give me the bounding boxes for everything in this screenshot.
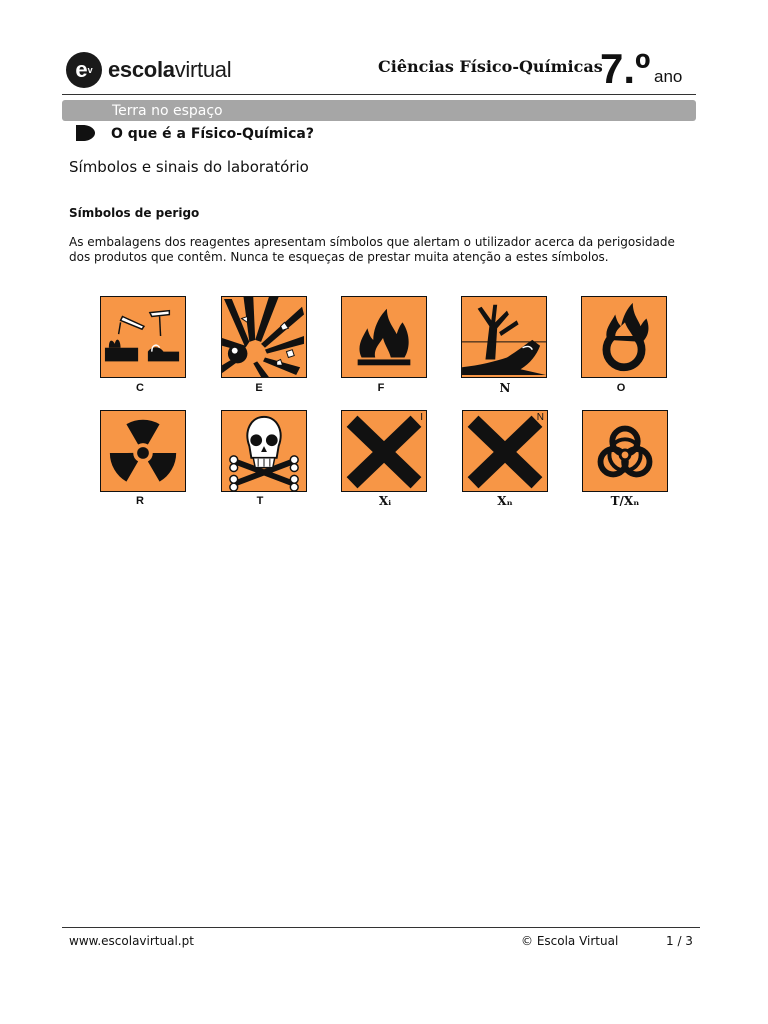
explosive-icon xyxy=(221,296,307,378)
section-title: O que é a Físico-Química? xyxy=(111,126,314,142)
harmful-x-icon xyxy=(462,410,548,492)
page-number: 1 / 3 xyxy=(666,934,693,948)
footer-copyright: © Escola Virtual xyxy=(521,934,619,948)
footer-divider xyxy=(62,927,700,928)
corrosive-icon xyxy=(100,296,186,378)
oxidizing-icon xyxy=(581,296,667,378)
symbols-heading: Símbolos de perigo xyxy=(69,206,200,220)
symbol-label: Xₙ xyxy=(497,494,513,508)
corner-letter: I xyxy=(420,412,423,423)
subsection-title: Símbolos e sinais do laboratório xyxy=(69,158,309,176)
symbol-label: Xᵢ xyxy=(378,494,392,508)
grade-suffix: ano xyxy=(654,67,683,86)
logo-text xyxy=(108,55,231,85)
header-divider xyxy=(62,94,696,95)
logo-text-regular: virtual xyxy=(174,57,232,82)
symbol-label: C xyxy=(136,382,144,394)
corner-letter: N xyxy=(536,412,544,423)
symbol-label: F xyxy=(377,382,385,394)
symbol-label: T xyxy=(256,495,264,507)
grade-number: 7.º xyxy=(600,45,651,92)
toxic-skull-icon xyxy=(221,410,307,492)
intro-paragraph: As embalagens dos reagentes apresentam símbolos que alertam o utilizador acerca da perigosidade dos produtos que contêm. Nunca te esqueças de prestar muita atenção a estes símbolos. xyxy=(69,235,675,264)
logo-text-bold: escola xyxy=(108,57,175,82)
logo-e-icon: $e^v$ xyxy=(75,57,93,82)
play-arrow-icon xyxy=(74,124,96,142)
symbol-label: N xyxy=(499,381,511,395)
flammable-icon xyxy=(341,296,427,378)
irritant-x-icon xyxy=(341,410,427,492)
symbol-label: R xyxy=(136,495,144,507)
topic-title: Terra no espaço xyxy=(112,103,223,119)
radioactive-icon xyxy=(100,410,186,492)
environment-hazard-icon xyxy=(461,296,547,378)
footer-url[interactable]: www.escolavirtual.pt xyxy=(69,934,194,948)
subject-title: Ciências Físico-Químicas xyxy=(378,57,603,76)
symbol-label: O xyxy=(616,382,626,394)
symbol-label: T/Xₙ xyxy=(610,494,640,508)
biohazard-icon xyxy=(582,410,668,492)
symbol-label: E xyxy=(255,382,263,394)
